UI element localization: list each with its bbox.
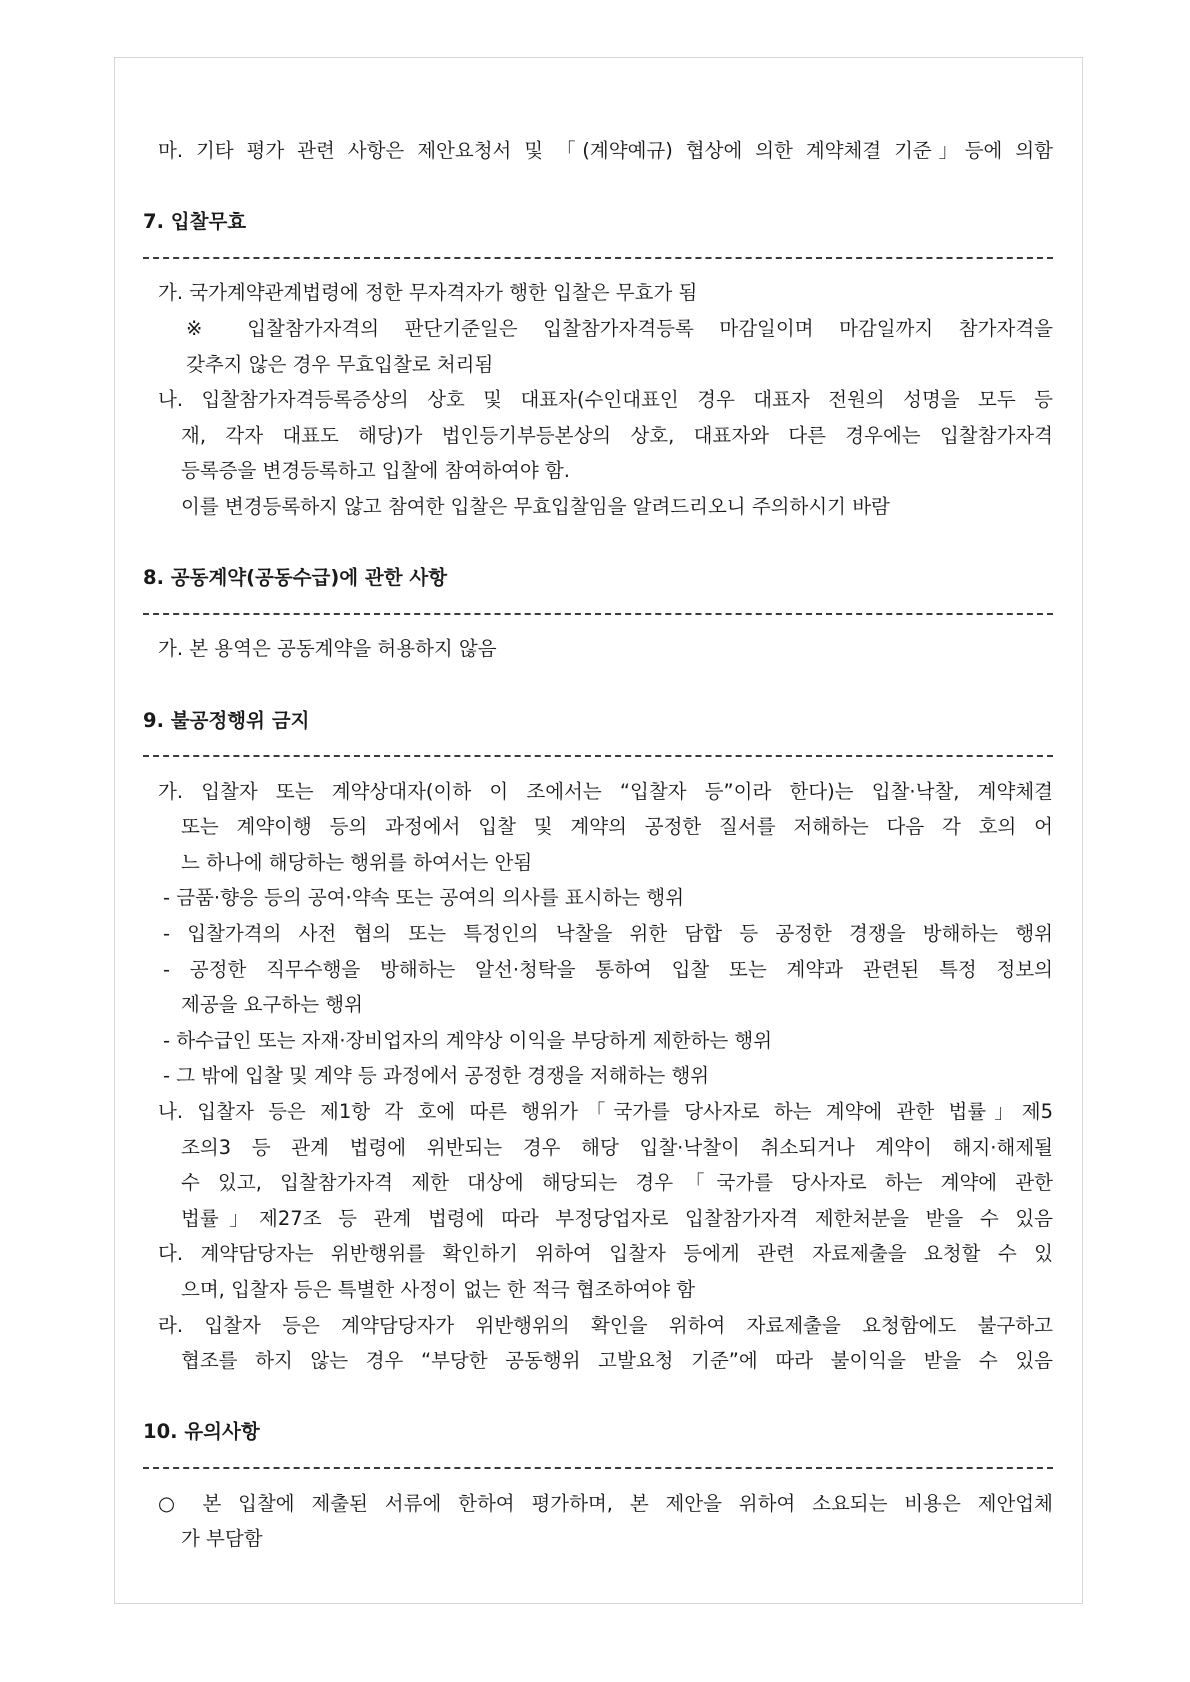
section-divider	[143, 738, 1053, 774]
section-9-dash-item: - 하수급인 또는 자재·장비업자의 계약상 이익을 부당하게 제한하는 행위	[163, 1028, 773, 1052]
section-8-item-ga: 가. 본 용역은 공동계약을 허용하지 않음	[158, 637, 497, 661]
section-9-item-ra: 라. 입찰자 등은 계약담당자가 위반행위의 확인을 위하여 자료제출을 요청함에도 불구하고	[158, 1313, 1053, 1337]
section-7-note: ※ 입찰참가자격의 판단기준일은 입찰참가자격등록 마감일이며 마감일까지 참가자격을	[186, 316, 1053, 340]
section-9-dash-item: - 입찰가격의 사전 협의 또는 특정인의 낙찰을 위한 담합 등 공정한 경쟁을 방해하는 행위	[163, 922, 1053, 946]
section-9-dash-item: - 금품·향응 등의 공여·약속 또는 공여의 의사를 표시하는 행위	[163, 886, 685, 910]
spacer	[143, 667, 1053, 703]
section-8-heading: 8. 공동계약(공동수급)에 관한 사항	[143, 566, 448, 590]
section-9-item-ga: 가. 입찰자 또는 계약상대자(이하 이 조에서는 “입찰자 등”이라 한다)는 입찰·낙찰, 계약체결	[158, 779, 1053, 803]
section-9-item-da-cont: 으며, 입찰자 등은 특별한 사정이 없는 한 적극 협조하여야 함	[181, 1278, 696, 1301]
section-7-item-na-cont: 재, 각자 대표도 해당)가 법인등기부등본상의 상호, 대표자와 다른 경우에는 입찰참가자격	[181, 423, 1053, 447]
section-7-note-cont: 갖추지 않은 경우 무효입찰로 처리됨	[186, 352, 494, 376]
section-9-item-ga-cont: 또는 계약이행 등의 과정에서 입찰 및 계약의 공정한 질서를 저해하는 다음 각 호의 어	[181, 815, 1053, 839]
section-7-item-na-cont: 이를 변경등록하지 않고 참여한 입찰은 무효입찰임을 알려드리오니 주의하시기 바람	[181, 494, 890, 518]
section-divider	[143, 240, 1053, 276]
section-9-item-ra-cont: 협조를 하지 않는 경우 “부당한 공동행위 고발요청 기준”에 따라 불이익을 받을 수 있음	[181, 1349, 1053, 1373]
section-10-heading: 10. 유의사항	[143, 1420, 260, 1444]
section-10-bullet-item-cont: 가 부담함	[181, 1527, 263, 1551]
spacer	[143, 525, 1053, 561]
section-9-item-na-cont: 조의3 등 관계 법령에 위반되는 경우 해당 입찰·낙찰이 취소되거나 계약이 해지·해제될	[181, 1135, 1053, 1159]
section-divider	[143, 1450, 1053, 1486]
section-9-dash-item: - 공정한 직무수행을 방해하는 알선·청탁을 통하여 입찰 또는 계약과 관련된 특정 정보의	[163, 957, 1053, 981]
section-10-bullet-item: ○ 본 입찰에 제출된 서류에 한하여 평가하며, 본 제안을 위하여 소요되는 비용은 제안업체	[158, 1491, 1053, 1515]
spacer	[143, 169, 1053, 205]
document-body	[143, 133, 1053, 1557]
section-9-heading: 9. 불공정행위 금지	[143, 708, 310, 732]
intro-item-ma: 마. 기타 평가 관련 사항은 제안요청서 및 「(계약예규) 협상에 의한 계약체결 기준」등에 의함	[158, 139, 1053, 162]
section-9-item-na-cont: 수 있고, 입찰참가자격 제한 대상에 해당되는 경우「국가를 당사자로 하는 계약에 관한	[181, 1171, 1053, 1195]
section-9-item-da: 다. 계약담당자는 위반행위를 확인하기 위하여 입찰자 등에게 관련 자료제출을 요청할 수 있	[158, 1242, 1053, 1266]
section-7-item-na: 나. 입찰참가자격등록증상의 상호 및 대표자(수인대표인 경우 대표자 전원의 성명을 모두 등	[158, 388, 1053, 412]
section-9-item-na: 나. 입찰자 등은 제1항 각 호에 따른 행위가「국가를 당사자로 하는 계약에 관한 법률」제5	[158, 1100, 1053, 1124]
section-9-item-na-cont: 법률」제27조 등 관계 법령에 따라 부정당업자로 입찰참가자격 제한처분을 받을 수 있음	[181, 1206, 1053, 1230]
section-7-heading: 7. 입찰무효	[143, 210, 247, 234]
section-9-dash-item-cont: 제공을 요구하는 행위	[181, 993, 363, 1017]
section-9-item-ga-cont: 느 하나에 해당하는 행위를 하여서는 안됨	[181, 850, 533, 874]
section-divider	[143, 596, 1053, 632]
section-7-item-na-cont: 등록증을 변경등록하고 입찰에 참여하여야 함.	[181, 459, 570, 483]
section-9-dash-item: - 그 밖에 입찰 및 계약 등 과정에서 공정한 경쟁을 저해하는 행위	[163, 1064, 710, 1088]
spacer	[143, 1379, 1053, 1415]
section-7-item-ga: 가. 국가계약관계법령에 정한 무자격자가 행한 입찰은 무효가 됨	[158, 281, 698, 305]
